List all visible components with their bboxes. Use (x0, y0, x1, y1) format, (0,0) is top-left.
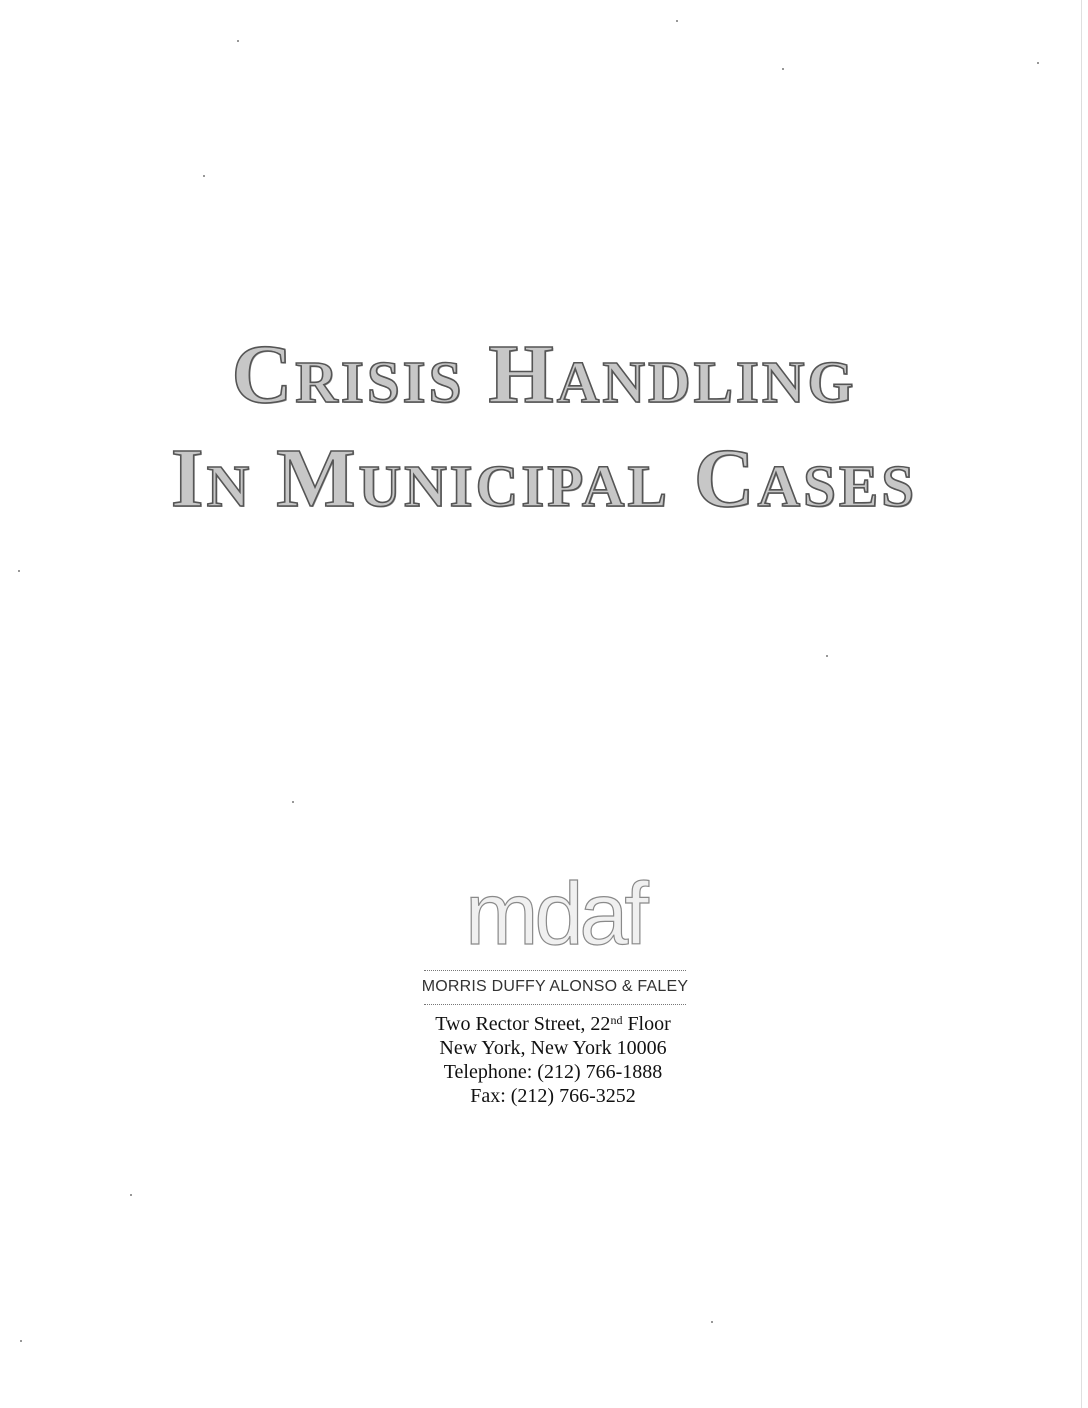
scan-speck (711, 1321, 713, 1323)
floor-ordinal-suffix: nd (610, 1013, 623, 1027)
firm-name: MORRIS DUFFY ALONSO & FALEY (421, 978, 689, 995)
scan-edge (1081, 0, 1082, 1408)
scan-speck (676, 20, 678, 22)
city-state-zip: New York, New York 10006 (439, 1037, 667, 1059)
logo-divider-bottom (424, 1004, 686, 1005)
document-title-line-1: Crisis Handling (231, 328, 857, 421)
scan-speck (20, 1340, 22, 1342)
scan-speck (18, 570, 20, 572)
street-address (0, 1012, 1088, 1036)
street-prefix: Two Rector Street, 22 (435, 1013, 611, 1035)
firm-address-block (0, 1012, 1088, 1108)
fax-number: Fax: (212) 766-3252 (470, 1085, 636, 1107)
logo-divider-top (424, 970, 686, 971)
scan-speck (130, 1194, 132, 1196)
scan-speck (826, 655, 828, 657)
telephone-number: Telephone: (212) 766-1888 (443, 1061, 663, 1083)
street-suffix: Floor (622, 1013, 671, 1035)
scan-speck (292, 801, 294, 803)
logo-wordmark: mdaf (465, 864, 645, 963)
scan-speck (782, 68, 784, 70)
scan-speck (237, 40, 239, 42)
scan-speck (1037, 62, 1039, 64)
firm-logo (420, 864, 690, 970)
document-title-line-2: In Municipal Cases (170, 432, 918, 525)
scan-speck (203, 175, 205, 177)
